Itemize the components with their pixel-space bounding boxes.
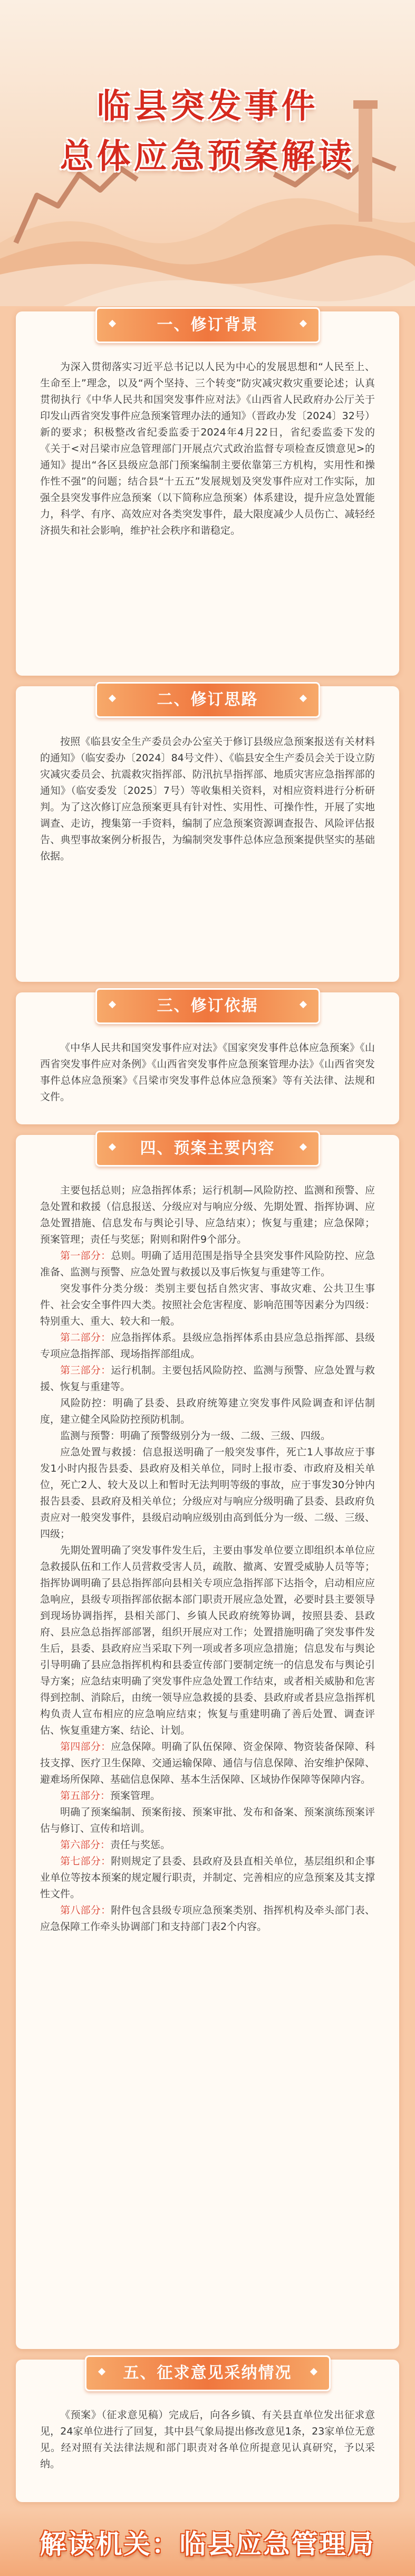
paragraph: 为深入贯彻落实习近平总书记以人民为中心的发展思想和“人民至上、生命至上”理念，以及“两个坚持、三个转变”防灾减灾救灾重要论述；认真贯彻执行《中华人民共和国突发事件应对法》《山西省人民政府办公厅关于印发山西省突发事件应急预案管理办法的通知》（晋政办发〔2024〕32号）新的要求；积极整改省纪委监委于2024年4月22日，省纪委监委下发的《关于<对吕梁市应急管理部门开展点穴式政治监督专项检查反馈意见>的通知》提出“各区县级应急部门预案编制主要依靠第三方机构，实用性和操作性不强”的问题；结合县“十五五”发展规划及突发事件应对工作实际，加强全县突发事件应急预案（以下简称应急预案）体系建设，提升应急处置能力，科学、有序、高效应对各类突发事件，最大限度减少人员伤亡、减轻经济损失和社会影响，维护社会秩序和谐稳定。 (40, 361, 375, 536)
part-text: 总则。明确了适用范围是指导全县突发事件风险防控、应急准备、监测与预警、应急处置与救援以及事后恢复与重建等工作。 (40, 1250, 375, 1278)
paragraph-part3 (40, 1362, 375, 1395)
part-text: 运行机制。主要包括风险防控、监测与预警、应急处置与救援、恢复与重建等。 (40, 1365, 375, 1393)
part-label: 第五部分： (60, 1790, 111, 1802)
part-text: 附件包含县级专项应急预案类别、指挥机构及牵头部门表、应急保障工作牵头协调部门和支持部门表2个内容。 (40, 1905, 375, 1933)
paragraph: 《中华人民共和国突发事件应对法》《国家突发事件总体应急预案》《山西省突发事件应对条例》《山西省突发事件应急预案管理办法》《山西省突发事件总体应急预案》《吕梁市突发事件总体应急预案》等有关法律、法规和文件。 (40, 1042, 375, 1103)
paragraph-part1 (40, 1248, 375, 1281)
section-heading: 二、修订思路 (95, 682, 320, 718)
section-basis (16, 992, 399, 1124)
paragraph-intro: 主要包括总则；应急指挥体系；运行机制—风险防控、监测和预警、应急处置和救援（信息报送、分级应对与响应分级、先期处置、指挥协调、应急处置措施、信息发布与舆论引导、应急结束）；恢复与重建；应急保障；预案管理；责任与奖惩；附则和附件9个部分。 (40, 1185, 375, 1245)
paragraph: 按照《临县安全生产委员会办公室关于修订县级应急预案报送有关材料的通知》（临安委办〔2024〕84号文件）、《临县安全生产委员会关于设立防灾减灾委员会、抗震救灾指挥部、防汛抗旱指挥部、地质灾害应急指挥部的通知》（临安委发〔2025〕7号）等收集相关资料，对相应资料进行分析研判。为了这次修订应急预案更具有针对性、实用性、可操作性，开展了实地调查、走访，搜集第一手资料，编制了应急预案资源调查报告、风险评估报告、典型事故案例分析报告，为编制突发事件总体应急预案提供坚实的基础依据。 (40, 736, 375, 862)
section-body (40, 1182, 375, 1935)
section-background (16, 311, 399, 676)
part-label: 第一部分： (60, 1250, 111, 1262)
section-body (40, 359, 375, 539)
section-approach (16, 686, 399, 982)
footer-banner (0, 2510, 415, 2576)
paragraph-part5 (40, 1788, 375, 1804)
section-heading: 三、修订依据 (95, 988, 320, 1024)
paragraph-part4 (40, 1739, 375, 1788)
page-title-line2: 总体应急预案解读 (60, 137, 355, 176)
paragraph: 《预案》（征求意见稿）完成后，向各乡镇、有关县直单位发出征求意见，24家单位进行了回复，其中县气象局提出修改意见1条，23家单位无意见。经对照有关法律法规和部门职责对各单位所提意见认真研究，予以采纳。 (40, 2409, 375, 2470)
part-label: 第八部分： (60, 1905, 111, 1916)
part-text: 应急指挥体系。县级应急指挥体系由县应急总指挥部、县级专项应急指挥部、现场指挥部组成。 (40, 1332, 375, 1360)
section-feedback (16, 2360, 399, 2502)
page-title-line1: 临县突发事件 (96, 87, 319, 126)
part-text: 应急保障。明确了队伍保障、资金保障、物资装备保障、科技支撑、医疗卫生保障、交通运输保障、通信与信息保障、治安维护保障、避难场所保障、基础信息保障、基本生活保障、区域协作保障等保障内容。 (40, 1741, 375, 1785)
paragraph-part6 (40, 1837, 375, 1853)
part-label: 第四部分： (60, 1741, 111, 1753)
paragraph-response: 应急处置与救援：信息报送明确了一般突发事件，死亡1人事故应于事发1小时内报告县委、县政府及相关单位，同时上报市委、市政府及相关单位，死亡2人、较大及以上和暂时无法判明等级的事故，应于事发30分钟内报告县委、县政府及相关单位；分级应对与响应分级明确了县委、县政府负责应对一般突发事件，县级启动响应级别由高到低分为一级、二级、三级、四级； (40, 1446, 375, 1540)
paragraph-risk: 风险防控：明确了县委、县政府统筹建立突发事件风险调查和评估制度，建立健全风险防控预防机制。 (40, 1397, 375, 1425)
section-heading: 四、预案主要内容 (95, 1131, 320, 1167)
paragraph-monitor: 监测与预警：明确了预警级别分为一级、二级、三级、四级。 (60, 1430, 331, 1442)
part-label: 第七部分： (60, 1855, 111, 1867)
paragraph-first-response: 先期处置明确了突发事件发生后，主要由事发单位要立即组织本单位应急救援队伍和工作人员营救受害人员，疏散、撤离、安置受威胁人员等等；指挥协调明确了县总指挥部向县相关专项应急指挥部下达指令，启动相应应急响应，县级专项指挥部依据本部门职责开展应急处置，必要时县主要领导到现场协调指挥，县相关部门、乡镇人民政府统筹协调，按照县委、县政府、县应急总指挥部部署，组织开展应对工作；处置措施明确了突发事件发生后，县委、县政府应当采取下列一项或者多项应急措施；信息发布与舆论引导明确了县应急指挥机构和县委宣传部门要制定统一的信息发布与舆论引导方案；应急结束明确了突发事件应急处置工作结束，或者相关威胁和危害得到控制、消除后，由统一领导应急救援的县委、县政府或者县应急指挥机构负责人宣布相应的应急响应结束；恢复与重建明确了善后处置、调查评估、恢复重建方案、结论、计划。 (40, 1545, 375, 1736)
paragraph-part7 (40, 1853, 375, 1902)
paragraph-classification: 突发事件分类分级：类别主要包括自然灾害、事故灾难、公共卫生事件、社会安全事件四大类。按照社会危害程度、影响范围等因素分为四级：特别重大、重大、较大和一般。 (40, 1283, 375, 1327)
section-body (40, 1040, 375, 1105)
footer-issuer: 解读机关：临县应急管理局 (40, 2529, 375, 2560)
part-text: 预案管理。 (110, 1790, 161, 1802)
paragraph-part8 (40, 1902, 375, 1935)
header-banner (0, 0, 415, 306)
part-label: 第三部分： (60, 1365, 111, 1376)
part-label: 第六部分： (60, 1839, 111, 1851)
paragraph-part2 (40, 1330, 375, 1362)
part-text: 附则规定了县委、县政府及县直相关单位，基层组织和企事业单位等按本预案的规定履行职责，并制定、完善相应的应急预案及其支撑性文件。 (40, 1855, 375, 1900)
paragraph-part5-detail: 明确了预案编制、预案衔接、预案审批、发布和备案、预案演练预案评估与修订、宣传和培训。 (40, 1806, 375, 1834)
section-body (40, 2407, 375, 2473)
part-text: 责任与奖惩。 (110, 1839, 171, 1851)
section-body (40, 734, 375, 865)
part-label: 第二部分： (60, 1332, 111, 1343)
section-heading: 一、修订背景 (95, 307, 320, 343)
section-heading: 五、征求意见采纳情况 (85, 2355, 331, 2391)
section-main-content (16, 1135, 399, 2349)
